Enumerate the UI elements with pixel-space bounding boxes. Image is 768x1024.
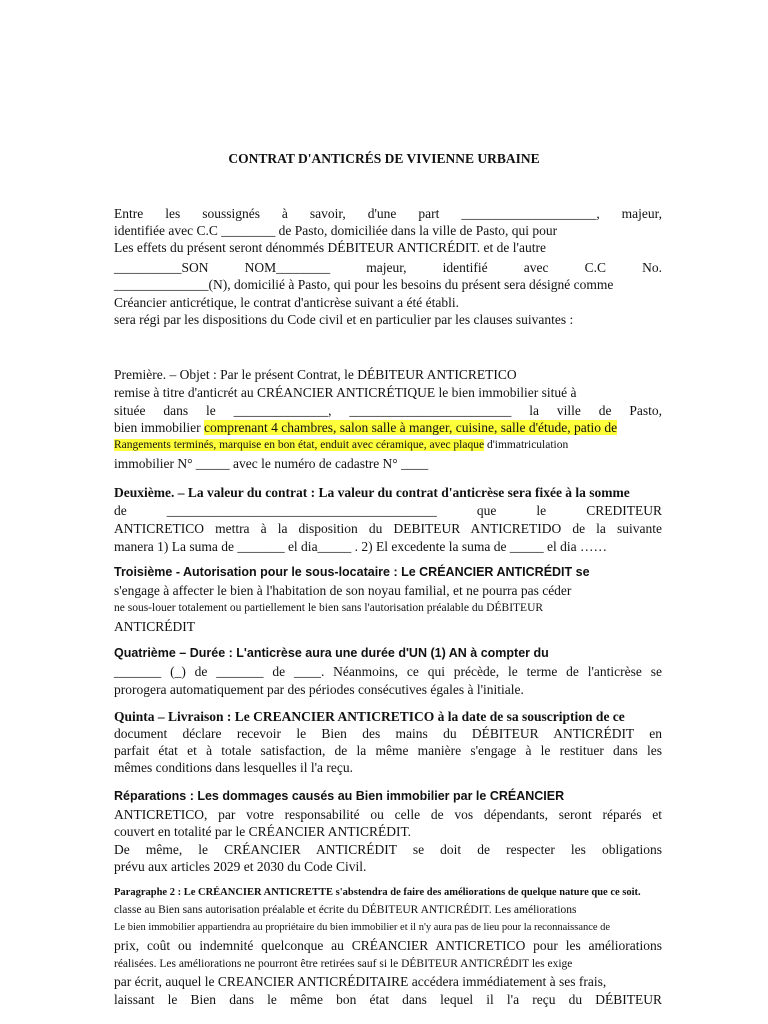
parties-line: Créancier anticrétique, le contrat d'anticrèse suivant a été établi.	[114, 295, 460, 310]
clause-premiere-line: Première. – Objet : Par le présent Contrat, le DÉBITEUR ANTICRETICO	[114, 367, 517, 382]
clause-quinta-line: document déclare recevoir le Bien des mains du DÉBITEUR ANTICRÉDIT en	[114, 726, 662, 741]
document-title: CONTRAT D'ANTICRÉS DE VIVIENNE URBAINE	[228, 151, 540, 166]
clause-deuxieme-line: ANTICRETICO mettra à la disposition du DEBITEUR ANTICRETIDO de la suivante	[114, 521, 662, 536]
clause-reparations-line: De même, le CRÉANCIER ANTICRÉDIT se doit de respecter les obligations	[114, 842, 662, 857]
clause-deuxieme-line: de ________________________________________ que le CREDITEUR	[114, 503, 662, 518]
clause-premiere-line: située dans le ______________, ________________________ la ville de Pasto,	[114, 403, 662, 418]
clause-troisieme-line: s'engage à affecter le bien à l'habitation de son noyau familial, et ne pourra pas céder	[114, 583, 572, 598]
clause-troisieme-line: ne sous-louer totalement ou partiellement le bien sans l'autorisation préalable du DÉBITEUR	[114, 602, 544, 614]
clause-reparations-line: prévu aux articles 2029 et 2030 du Code Civil.	[114, 859, 367, 874]
clause-premiere-line: Rangements terminés, marquise en bon état, enduit avec céramique, avec plaque d'immatriculation	[114, 439, 569, 451]
parties-line: __________SON NOM________ majeur, identifié avec C.C No.	[114, 260, 662, 275]
parties-line: identifiée avec C.C ________ de Pasto, domiciliée dans la ville de Pasto, qui pour	[114, 223, 558, 238]
clause-quinta-line: mêmes conditions dans lesquelles il l'a reçu.	[114, 760, 353, 775]
clause-quatrieme-line: _______ (_) de _______ de ____. Néanmoins, ce qui précède, le terme de l'anticrèse se	[114, 664, 662, 679]
parties-line: ______________(N), domicilié à Pasto, qui pour les besoins du présent sera désigné comme	[114, 277, 614, 292]
clause-troisieme-line: ANTICRÉDIT	[114, 619, 195, 634]
clause-premiere-line: remise à titre d'anticrét au CRÉANCIER ANTICRÉTIQUE le bien immobilier situé à	[114, 385, 577, 400]
highlighted-text: comprenant 4 chambres, salon salle à manger, cuisine, salle d'étude, patio de	[204, 420, 618, 435]
paragraphe2-line: laissant le Bien dans le même bon état dans lequel il l'a reçu du DÉBITEUR	[114, 992, 662, 1007]
clause-deuxieme-heading: Deuxième. – La valeur du contrat : La valeur du contrat d'anticrèse sera fixée à la somme	[114, 485, 630, 500]
clause-reparations-line: couvert en totalité par le CRÉANCIER ANTICRÉDIT.	[114, 824, 412, 839]
paragraphe2-line: classe au Bien sans autorisation préalable et écrite du DÉBITEUR ANTICRÉDIT. Les améliorations	[114, 904, 577, 916]
parties-line: sera régi par les dispositions du Code civil et en particulier par les clauses suivantes :	[114, 312, 574, 327]
parties-line: Les effets du présent seront dénommés DÉBITEUR ANTICRÉDIT. et de l'autre	[114, 240, 546, 255]
paragraphe2-heading: Paragraphe 2 : Le CRÉANCIER ANTICRETTE s'abstendra de faire des améliorations de quelque nature que ce soit.	[114, 887, 641, 898]
clause-reparations-heading: Réparations : Les dommages causés au Bien immobilier par le CRÉANCIER	[114, 789, 565, 803]
paragraphe2-line: prix, coût ou indemnité quelconque au CRÉANCIER ANTICRETICO pour les améliorations	[114, 938, 662, 953]
clause-troisieme-heading: Troisième - Autorisation pour le sous-locataire : Le CRÉANCIER ANTICRÉDIT se	[114, 565, 590, 579]
highlighted-text: Rangements terminés, marquise en bon état, enduit avec céramique, avec plaque	[114, 439, 485, 451]
paragraphe2-line: réalisées. Les améliorations ne pourront être retirées sauf si le DÉBITEUR ANTICRÉDIT les exige	[114, 958, 573, 970]
paragraphe2-line: Le bien immobilier appartiendra au propriétaire du bien immobilier et il n'y aura pas de lieu pour la reconnaissance de	[114, 922, 611, 933]
clause-deuxieme-line: manera 1) La suma de _______ el dia_____ . 2) El excedente la suma de _____ el dia ……	[114, 539, 607, 554]
clause-quatrieme-line: prorogera automatiquement par des périodes consécutives égales à l'initiale.	[114, 682, 524, 697]
clause-reparations-line: ANTICRETICO, par votre responsabilité ou celle de vos dépendants, seront réparés et	[114, 807, 662, 822]
clause-quatrieme-heading: Quatrième – Durée : L'anticrèse aura une durée d'UN (1) AN à compter du	[114, 646, 549, 660]
clause-quinta-line: parfait état et à totale satisfaction, de la même manière s'engage à le restituer dans les	[114, 743, 662, 758]
clause-premiere-line: bien immobilier comprenant 4 chambres, salon salle à manger, cuisine, salle d'étude, patio de	[114, 420, 618, 435]
paragraphe2-line: par écrit, auquel le CREANCIER ANTICRÉDITAIRE accédera immédiatement à ses frais,	[114, 974, 607, 989]
parties-line: Entre les soussignés à savoir, d'une part ____________________, majeur,	[114, 206, 662, 221]
clause-premiere-line: immobilier N° _____ avec le numéro de cadastre N° ____	[114, 456, 429, 471]
clause-quinta-heading: Quinta – Livraison : Le CREANCIER ANTICRETICO à la date de sa souscription de ce	[114, 709, 625, 724]
